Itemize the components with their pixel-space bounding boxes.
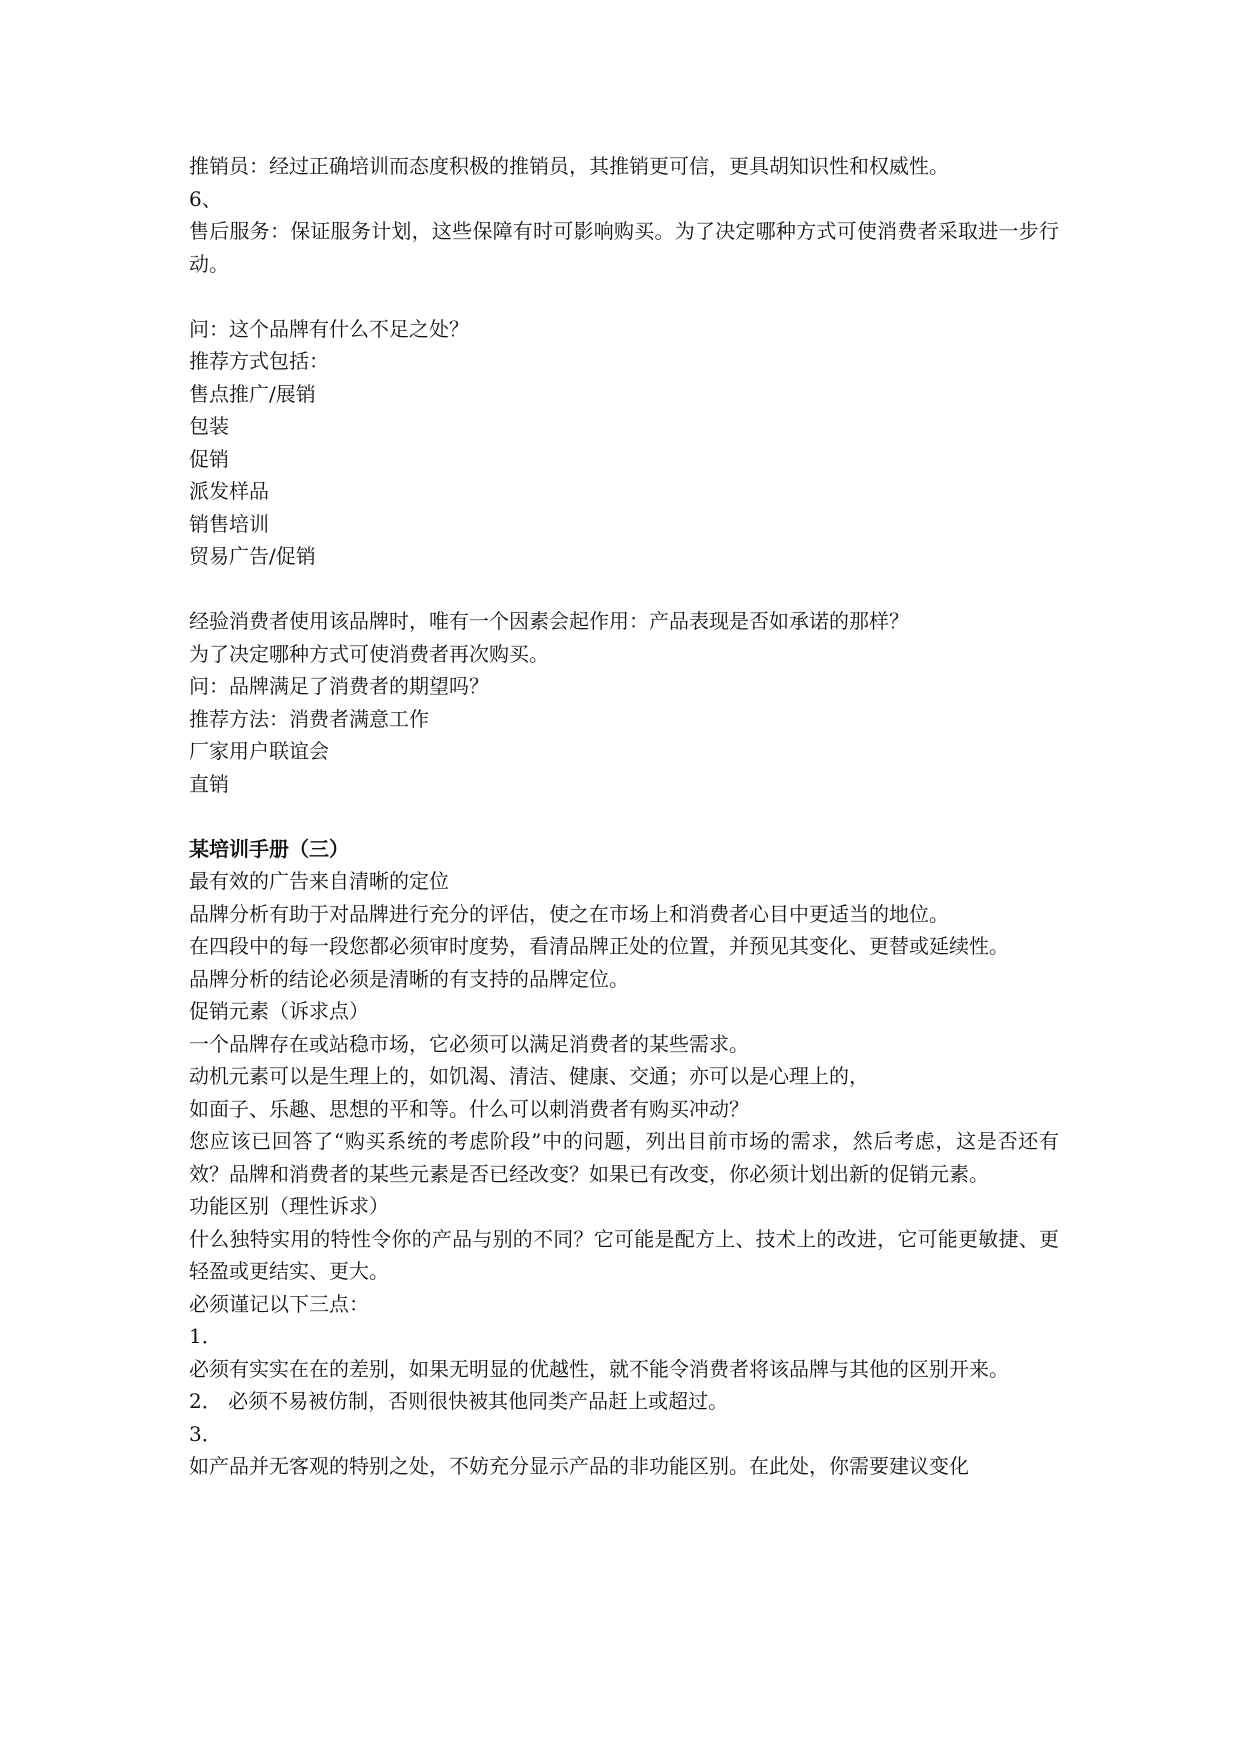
paragraph: 为了决定哪种方式可使消费者再次购买。: [189, 641, 549, 666]
paragraph: 推荐方式包括：: [189, 349, 329, 373]
blank-line: [189, 280, 1059, 313]
section-heading: 某培训手册（三）: [189, 836, 349, 861]
list-item: 直销: [189, 771, 229, 796]
document-page: [189, 150, 1059, 1483]
paragraph: 如面子、乐趣、思想的平和等。什么可以刺消费者有购买冲动？: [189, 1096, 749, 1121]
list-item: 贸易广告/促销: [189, 544, 316, 568]
question-line: 问：这个品牌有什么不足之处？: [189, 316, 469, 341]
list-item: 促销: [189, 446, 229, 471]
question-line: 问：品牌满足了消费者的期望吗？: [189, 674, 489, 698]
paragraph: 必须谨记以下三点：: [189, 1291, 369, 1316]
paragraph: 动机元素可以是生理上的，如饥渴、清洁、健康、交通；亦可以是心理上的，: [189, 1064, 869, 1088]
paragraph: 推荐方法：消费者满意工作: [189, 706, 429, 731]
blank-line: [189, 800, 1059, 833]
paragraph: 必须有实实在在的差别，如果无明显的优越性，就不能令消费者将该品牌与其他的区别开来。: [189, 1356, 1009, 1381]
list-number: 3．: [189, 1421, 222, 1446]
list-number: 1．: [189, 1324, 222, 1348]
paragraph: 如产品并无客观的特别之处，不妨充分显示产品的非功能区别。在此处，你需要建议变化: [189, 1454, 969, 1478]
paragraph: 您应该已回答了“购买系统的考虑阶段”中的问题，列出目前市场的需求，然后考虑，这是否还有效？品牌和消费者的某些元素是否已经改变？如果已有改变，你必须计划出新的促销元素。: [189, 1129, 1059, 1186]
list-item: 派发样品: [189, 479, 269, 503]
paragraph: 售后服务：保证服务计划，这些保障有时可影响购买。为了决定哪种方式可使消费者采取进一步行动。: [189, 219, 1059, 276]
list-number: 6、: [189, 186, 222, 211]
list-item: 销售培训: [189, 511, 269, 536]
list-item: 厂家用户联谊会: [189, 739, 329, 763]
paragraph: 品牌分析有助于对品牌进行充分的评估，使之在市场上和消费者心目中更适当的地位。: [189, 901, 949, 926]
subheading: 功能区别（理性诉求）: [189, 1194, 389, 1218]
list-item: 2． 必须不易被仿制，否则很快被其他同类产品赶上或超过。: [189, 1389, 729, 1413]
paragraph: 在四段中的每一段您都必须审时度势，看清品牌正处的位置，并预见其变化、更替或延续性。: [189, 934, 1009, 958]
paragraph: 品牌分析的结论必须是清晰的有支持的品牌定位。: [189, 966, 629, 991]
paragraph: 推销员：经过正确培训而态度积极的推销员，其推销更可信，更具胡知识性和权威性。: [189, 154, 949, 178]
list-item: 售点推广/展销: [189, 381, 316, 406]
paragraph: 经验消费者使用该品牌时，唯有一个因素会起作用：产品表现是否如承诺的那样？: [189, 609, 909, 633]
paragraph: 什么独特实用的特性令你的产品与别的不同？它可能是配方上、技术上的改进，它可能更敏捷、更轻盈或更结实、更大。: [189, 1226, 1059, 1283]
blank-line: [189, 573, 1059, 606]
paragraph: 一个品牌存在或站稳市场，它必须可以满足消费者的某些需求。: [189, 1031, 749, 1056]
paragraph: 最有效的广告来自清晰的定位: [189, 869, 449, 893]
subheading: 促销元素（诉求点）: [189, 999, 369, 1023]
list-item: 包装: [189, 414, 229, 438]
